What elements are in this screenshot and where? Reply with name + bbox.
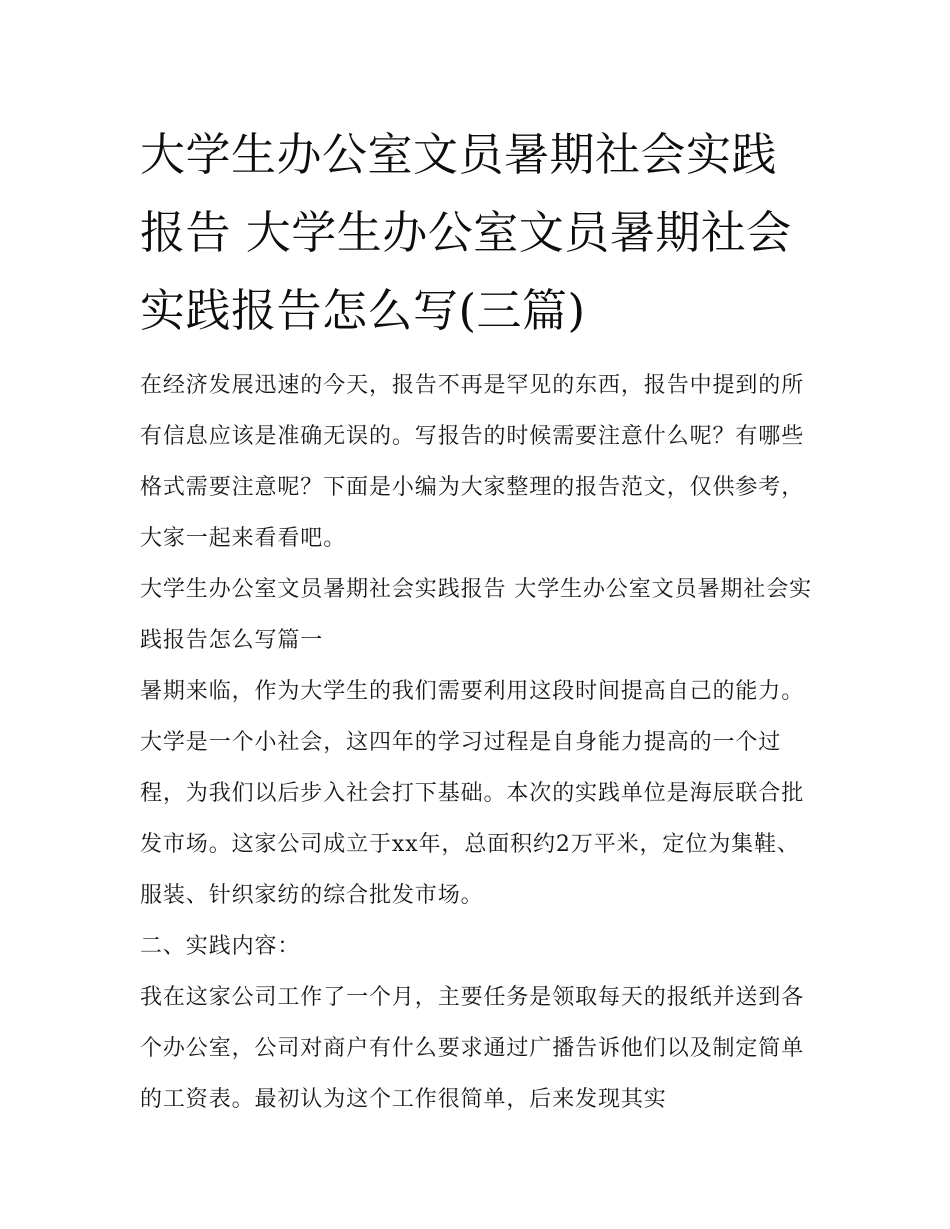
section-title: 大学生办公室文员暑期社会实践报告 大学生办公室文员暑期社会实践报告怎么写篇一 — [140, 577, 812, 653]
document-body — [140, 116, 812, 1125]
body-paragraph-2: 我在这家公司工作了一个月，主要任务是领取每天的报纸并送到各个办公室，公司对商户有什么要求通过广播告诉他们以及制定简单的工资表。最初认为这个工作很简单，后来发现其实 — [140, 985, 805, 1112]
intro-paragraph: 在经济发展迅速的今天，报告不再是罕见的东西，报告中提到的所有信息应该是准确无误的。写报告的时候需要注意什么呢？有哪些格式需要注意呢？下面是小编为大家整理的报告范文，仅供参考，大家一起来看看吧。 — [140, 373, 805, 551]
section-heading-practice-content: 二、实践内容： — [140, 934, 301, 959]
document-title: 大学生办公室文员暑期社会实践报告 大学生办公室文员暑期社会实践报告怎么写(三篇) — [140, 128, 792, 337]
body-paragraph-1: 暑期来临，作为大学生的我们需要利用这段时间提高自己的能力。大学是一个小社会，这四年的学习过程是自身能力提高的一个过程，为我们以后步入社会打下基础。本次的实践单位是海辰联合批发市场。这家公司成立于xx年，总面积约2万平米，定位为集鞋、服装、针织家纺的综合批发市场。 — [140, 679, 805, 908]
